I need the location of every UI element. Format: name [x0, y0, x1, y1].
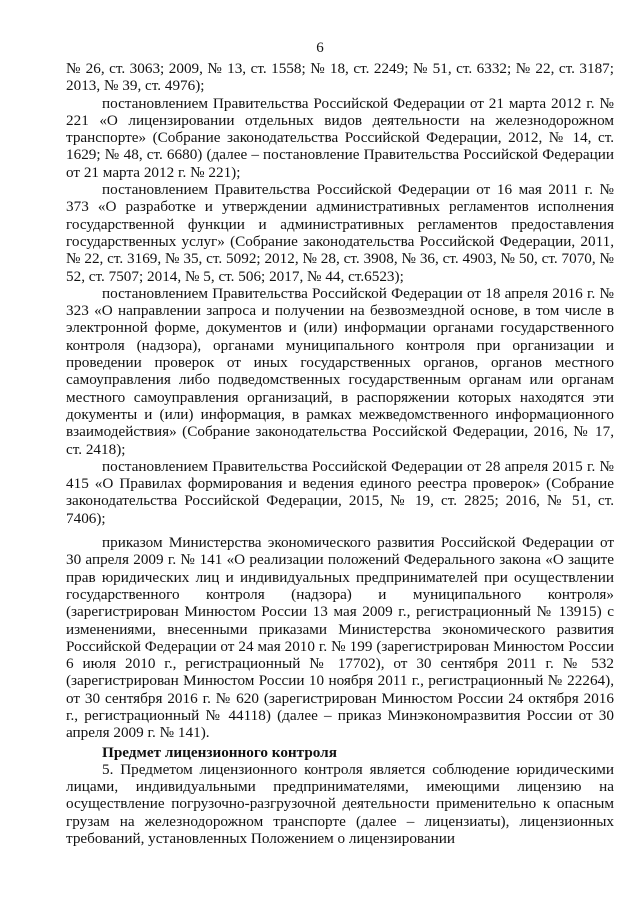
document-body	[66, 60, 614, 847]
paragraph-order-141: приказом Министерства экономического развития Российской Федерации от 30 апреля 2009 г. № 141 «О реализации положений Федерального закона «О защите прав юридических лиц и индивидуальных предпринимателей при осуществлении государственного контроля (надзора) и муниципального контроля» (зарегистрирован Минюстом России 13 мая 2009 г., регистрационный № 13915) с изменениями, внесенными приказами Министерства экономического развития Российской Федерации от 24 мая 2010 г. № 199 (зарегистрирован Минюстом России 6 июля 2010 г., регистрационный № 17702), от 30 сентября 2011 г. № 532 (зарегистрирован Минюстом России 10 ноября 2011 г., регистрационный № 22264), от 30 сентября 2016 г. № 620 (зарегистрирован Минюстом России 24 октября 2016 г., регистрационный № 44118) (далее – приказ Минэкономразвития России от 30 апреля 2009 г. № 141).	[66, 534, 614, 742]
page-number: 6	[316, 40, 324, 56]
paragraph-continuation: № 26, ст. 3063; 2009, № 13, ст. 1558; № 18, ст. 2249; № 51, ст. 6332; № 22, ст. 3187; 2013, № 39, ст. 4976);	[66, 60, 614, 95]
paragraph-decree-415: постановлением Правительства Российской Федерации от 28 апреля 2015 г. № 415 «О Правилах формирования и ведения единого реестра проверок» (Собрание законодательства Российской Федерации, 2015, № 19, ст. 2825; 2016, № 51, ст. 7406);	[66, 457, 614, 527]
paragraph-decree-373: постановлением Правительства Российской Федерации от 16 мая 2011 г. № 373 «О разработке и утверждении административных регламентов исполнения государственной функции и административных регламентов предоставления государственных услуг» (Собрание законодательства Российской Федерации, 2011, № 22, ст. 3169, № 35, ст. 5092; 2012, № 28, ст. 3908, № 36, ст. 4903, № 50, ст. 7070, № 52, ст. 7507; 2014, № 5, ст. 506; 2017, № 44, ст.6523);	[66, 181, 614, 285]
section-heading: Предмет лицензионного контроля	[102, 743, 337, 761]
paragraph-decree-323: постановлением Правительства Российской Федерации от 18 апреля 2016 г. № 323 «О направлении запроса и получении на безвозмездной основе, в том числе в электронной форме, документов и (или) информации органами государственного контроля (надзора), органами муниципального контроля при организации и проведении проверок от иных государственных органов, органов местного самоуправления либо подведомственных государственным органам или органам местного самоуправления организаций, в распоряжении которых находятся эти документы и (или) информация, в рамках межведомственного информационного взаимодействия» (Собрание законодательства Российской Федерации, 2016, № 17, ст. 2418);	[66, 284, 614, 458]
paragraph-item-5: 5. Предметом лицензионного контроля является соблюдение юридическими лицами, индивидуальными предпринимателями, имеющими лицензию на осуществление погрузочно-разгрузочной деятельности применительно к опасным грузам на железнодорожном транспорте (далее – лицензиаты), лицензионных требований, установленных Положением о лицензировании	[66, 760, 614, 848]
paragraph-decree-221: постановлением Правительства Российской Федерации от 21 марта 2012 г. № 221 «О лицензировании отдельных видов деятельности на железнодорожном транспорте» (Собрание законодательства Российской Федерации, 2012, № 14, ст. 1629; № 48, ст. 6680) (далее – постановление Правительства Российской Федерации от 21 марта 2012 г. № 221);	[66, 94, 614, 181]
